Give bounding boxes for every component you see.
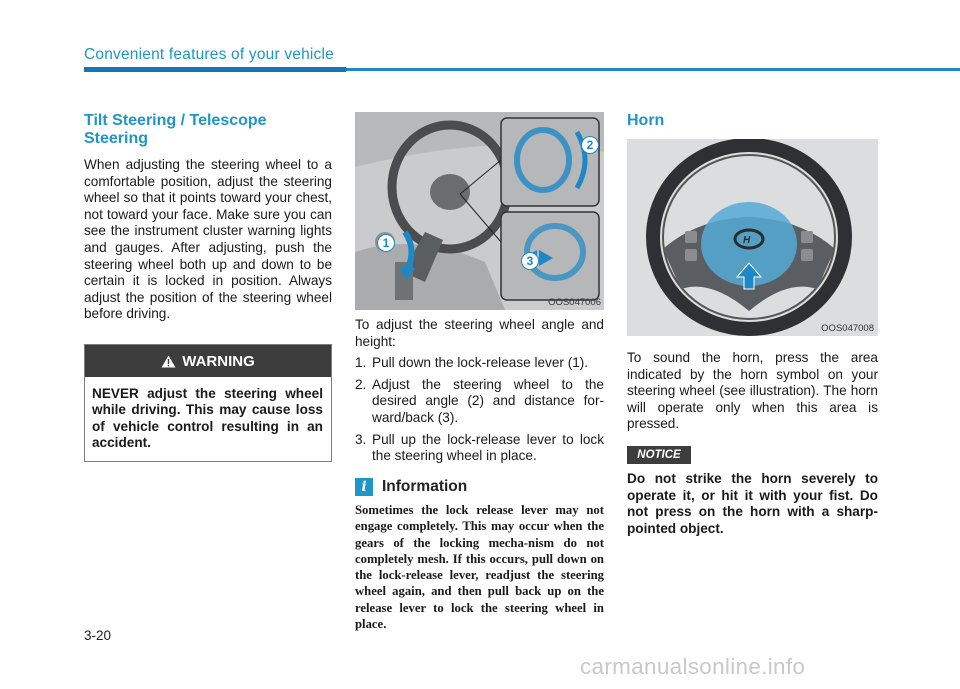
- header-rule-accent: [84, 67, 346, 72]
- information-heading: [355, 478, 467, 496]
- tilt-steering-section: [84, 112, 332, 323]
- notice-badge: NOTICE: [627, 446, 691, 464]
- horn-section: [627, 112, 878, 130]
- callout-3: 3: [521, 252, 539, 270]
- warning-label: WARNING: [182, 352, 255, 370]
- adjust-step: 1. Pull down the lock-release lever (1).: [355, 355, 589, 371]
- adjust-step: 2. Adjust the steering wheel to the desired angle (2) and distance for-ward/back (3).: [355, 376, 604, 425]
- horn-paragraph: To sound the horn, press the area indicated by the horn symbol on your steering wheel (see illustration). The horn will operate only when this area is pressed.: [627, 350, 878, 432]
- svg-text:H: H: [743, 235, 751, 246]
- adjust-section: [355, 317, 604, 465]
- steering-adjust-figure: [355, 112, 604, 310]
- adjust-steps: [355, 355, 604, 465]
- steering-column-illustration: [355, 112, 604, 310]
- warning-triangle-icon: [161, 355, 176, 368]
- page-number: 3-20: [84, 628, 112, 643]
- tilt-steering-heading: Tilt Steering / Telescope Steering: [84, 112, 267, 147]
- warning-text: NEVER adjust the steering wheel while driving. This may cause loss of vehicle control resulting in an accident.: [92, 386, 323, 451]
- horn-figure: [627, 139, 878, 336]
- notice-text: Do not strike the horn severely to operate it, or hit it with your fist. Do not press on the horn with a sharp-pointed object.: [627, 471, 878, 536]
- info-icon: i: [355, 478, 373, 496]
- tilt-steering-paragraph: When adjusting the steering wheel to a comfortable position, adjust the steering wheel so that it points toward your chest, not toward your face. Make sure you can see the instrument cluster warning lights and gauges. After adjusting, push the steering wheel both up and down to be certain it is locked in position. Always adjust the position of the steering wheel before driving.: [84, 157, 332, 322]
- callout-2: 2: [581, 136, 599, 154]
- watermark: carmanualsonline.info: [580, 654, 806, 679]
- steering-wheel-illustration: [627, 139, 878, 336]
- warning-box: [84, 344, 332, 462]
- adjust-intro: To adjust the steering wheel angle and height:: [355, 317, 604, 349]
- horn-figure-code: OOS047008: [821, 323, 874, 334]
- adjust-step: 3. Pull up the lock-release lever to lock the steering wheel in place.: [355, 431, 604, 464]
- horn-heading: Horn: [627, 112, 665, 129]
- information-label: Information: [382, 478, 468, 495]
- information-text: Sometimes the lock release lever may not engage completely. This may occur when the gears of the locking mecha-nism do not completely mesh. If this occurs, pull down on the lock-release lever, readjust the steering wheel again, and then pull back up on the release lever to lock the steering wheel in place.: [355, 503, 604, 632]
- section-title: Convenient features of your vehicle: [84, 46, 334, 63]
- warning-header: [85, 345, 331, 377]
- figure-code: OOS047006: [548, 297, 601, 308]
- callout-1: 1: [377, 234, 395, 252]
